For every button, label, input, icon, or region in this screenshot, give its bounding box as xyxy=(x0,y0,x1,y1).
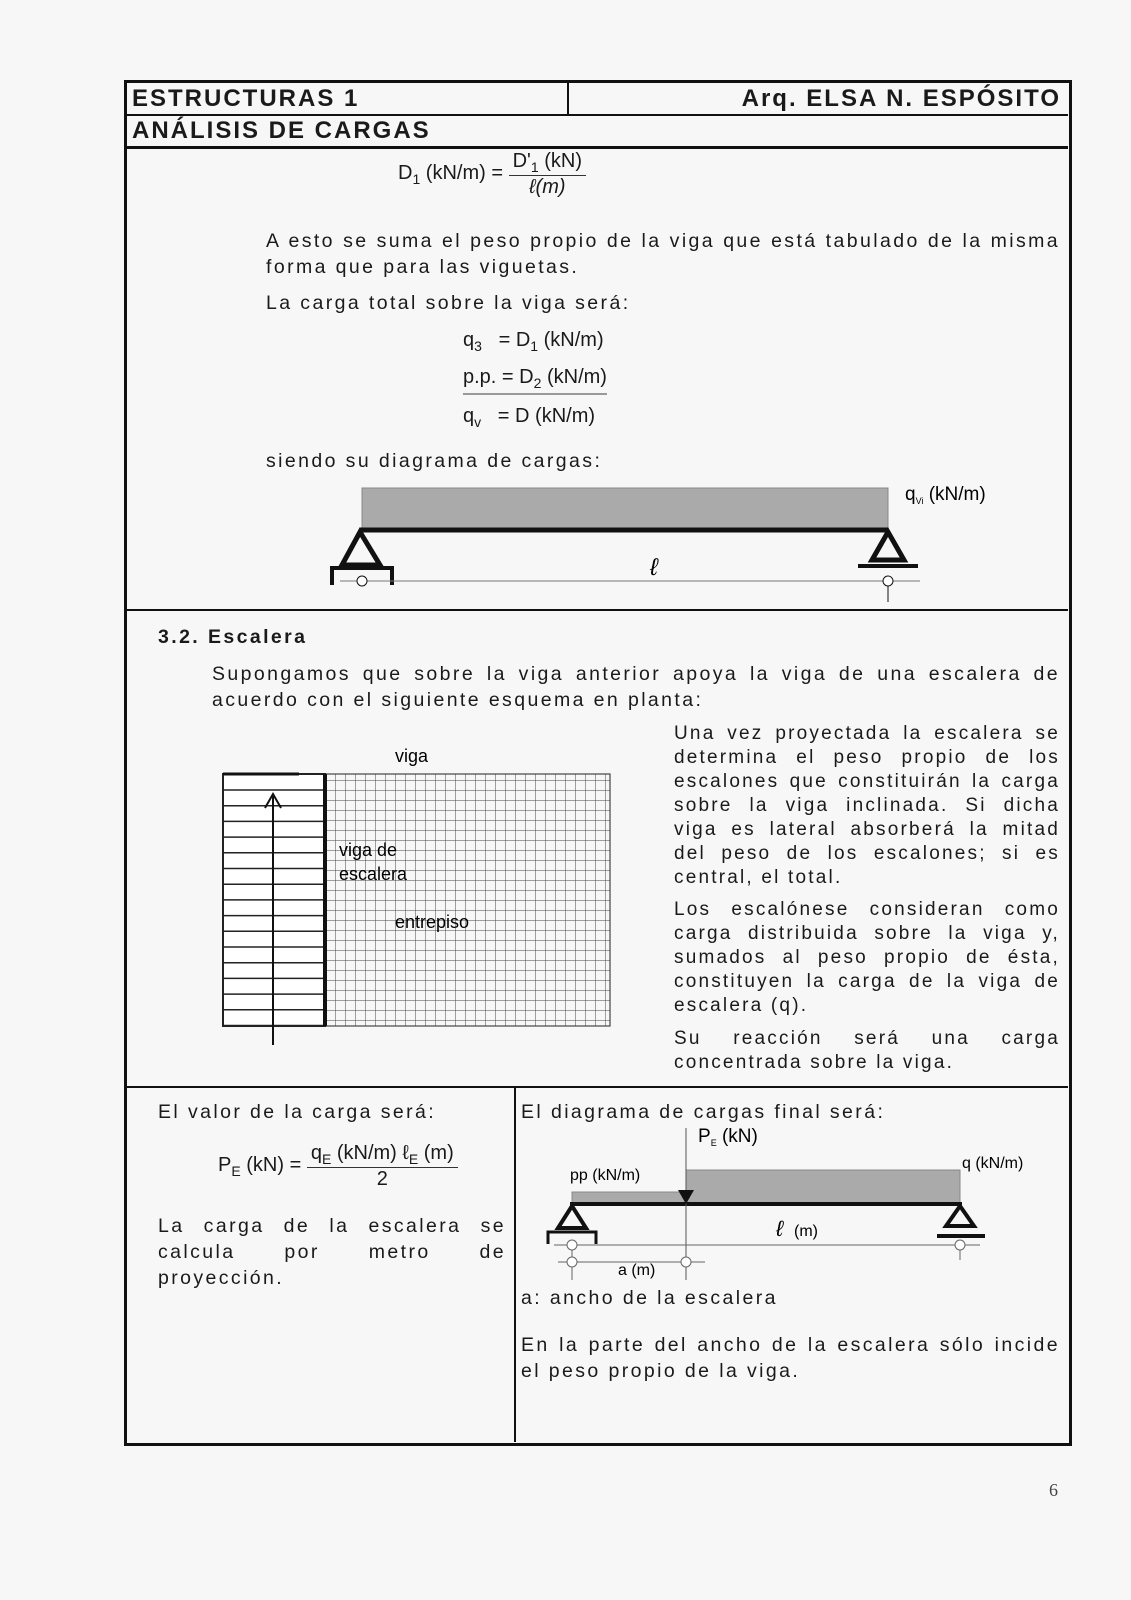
formula-pe: $P_E$ (kN) = $\frac{q_E (kN/m) \ell_E (m)}{2}$ xyxy=(218,1142,458,1191)
a-label: a (m) xyxy=(618,1262,656,1279)
header-bottom-rule xyxy=(126,146,1068,149)
roller-support xyxy=(937,1206,985,1236)
equation-pp: p.p. = $D_2$ (kN/m) xyxy=(463,366,607,395)
equation-qv: $q_v$ = D (kN/m) xyxy=(463,405,596,430)
stair-beam-label: viga de xyxy=(339,840,398,860)
paragraph: Una vez proyectada la escalera se determina el peso propio de los escalones que constituirán la carga sobre la viga inclinada. Si dicha viga es lateral absorberá la mitad del peso de los escalones; si es central, el total. xyxy=(674,723,1060,888)
pinned-support xyxy=(548,1206,596,1244)
paragraph: Supongamos que sobre la viga anterior apoya la viga de una escalera de acuerdo con el siguiente esquema en planta: xyxy=(212,663,1060,711)
beam-load-diagram xyxy=(320,480,1020,610)
span-unit: (m) xyxy=(794,1223,818,1240)
slab-label: entrepiso xyxy=(395,912,470,932)
pinned-support xyxy=(332,532,450,586)
pe-label: $P_E$ (kN) xyxy=(698,1126,758,1148)
stair-load xyxy=(686,1170,960,1204)
final-load-diagram xyxy=(540,1120,1050,1280)
note: a: ancho de la escalera xyxy=(521,1287,778,1309)
paragraph: siendo su diagrama de cargas: xyxy=(266,450,603,472)
equation-q3: $q_3$ = $D_1$ (kN/m) xyxy=(463,329,604,354)
paragraph: Los escalónese consideran como carga distribuida sobre la viga y, sumados al peso propio de ésta, constituyen la carga de la viga de escalera (q). xyxy=(674,899,1060,1016)
paragraph: En la parte del ancho de la escalera sólo incide el peso propio de la viga. xyxy=(521,1334,1060,1382)
column-divider xyxy=(514,1087,516,1442)
span-label: ℓ xyxy=(650,554,658,581)
paragraph: La carga de la escalera se calcula por metro de proyección. xyxy=(158,1215,506,1289)
roller-support xyxy=(450,532,920,602)
header-divider xyxy=(567,82,569,115)
distributed-load xyxy=(362,488,888,530)
page-number: 6 xyxy=(1049,1480,1058,1500)
topic-title: ANÁLISIS DE CARGAS xyxy=(132,117,431,144)
floor-slab xyxy=(325,774,610,1026)
paragraph: A esto se suma el peso propio de la viga que está tabulado de la misma forma que para las viguetas. xyxy=(266,230,1060,278)
viga-label: viga xyxy=(395,746,429,766)
course-title: ESTRUCTURAS 1 xyxy=(132,85,360,112)
stair-beam-label: escalera xyxy=(339,864,408,884)
heading: El valor de la carga será: xyxy=(158,1101,437,1123)
load-label: $q_{Vi}$ (kN/m) xyxy=(905,484,986,506)
q-label: q (kN/m) xyxy=(962,1155,1024,1172)
paragraph: La carga total sobre la viga será: xyxy=(266,292,631,314)
section-title: 3.2. Escalera xyxy=(158,626,308,648)
author: Arq. ELSA N. ESPÓSITO xyxy=(741,85,1061,112)
heading: El diagrama de cargas final será: xyxy=(521,1101,886,1123)
header-rule xyxy=(126,114,1068,116)
stair-plan xyxy=(215,740,615,1050)
span-label: ℓ xyxy=(776,1216,784,1241)
paragraph: Su reacción será una carga concentrada sobre la viga. xyxy=(674,1028,1060,1073)
section-divider xyxy=(126,1086,1068,1088)
pp-label: pp (kN/m) xyxy=(570,1167,641,1184)
formula-d1: $D_1$ (kN/m) = $\frac{D'_1 (kN)}{\text{ℓ(m)}}$ xyxy=(398,150,586,199)
